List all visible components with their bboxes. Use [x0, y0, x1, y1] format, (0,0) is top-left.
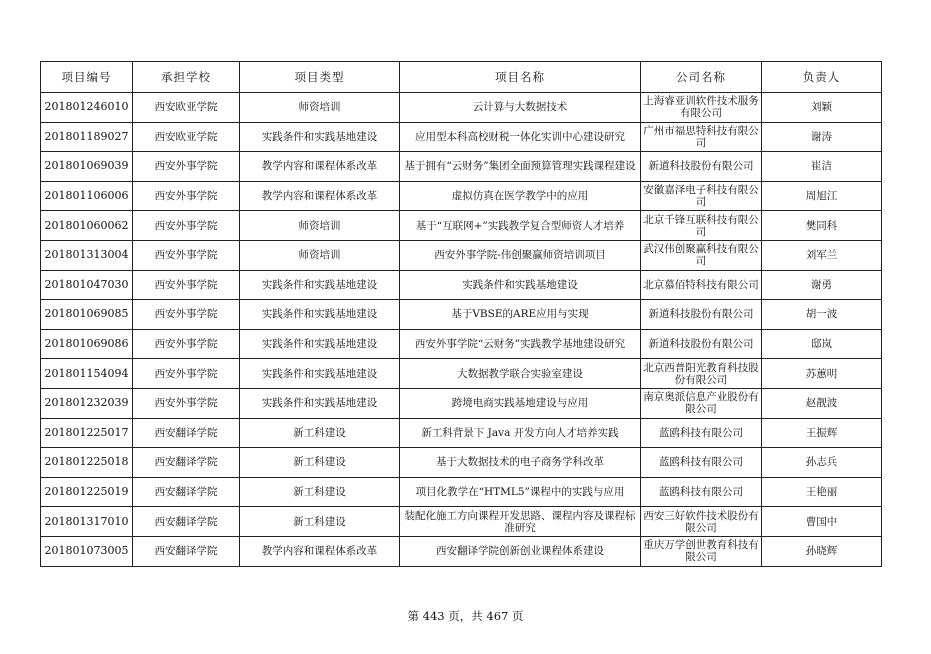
project-name-cell: 云计算与大数据技术 — [400, 93, 641, 123]
company-name-cell: 蓝鸥科技有限公司 — [641, 418, 762, 448]
person-cell: 刘军兰 — [762, 240, 882, 270]
project-name-cell: 大数据教学联合实验室建设 — [400, 359, 641, 389]
project-code-cell: 201801069039 — [41, 152, 133, 182]
project-name-cell: 应用型本科高校财税一体化实训中心建设研究 — [400, 122, 641, 152]
company-name-cell: 新道科技股份有限公司 — [641, 329, 762, 359]
project-name-cell: 基于大数据技术的电子商务学科改革 — [400, 448, 641, 478]
person-cell: 谢勇 — [762, 270, 882, 300]
company-name-cell: 北京西普阳光教育科技股份有限公司 — [641, 359, 762, 389]
project-code-cell: 201801225019 — [41, 477, 133, 507]
company-name-cell: 安徽嘉泽电子科技有限公司 — [641, 181, 762, 211]
project-code-cell: 201801225018 — [41, 448, 133, 478]
person-cell: 崔洁 — [762, 152, 882, 182]
company-name-cell: 武汉伟创聚赢科技有限公司 — [641, 240, 762, 270]
project-type-cell: 师资培训 — [240, 240, 400, 270]
table-row — [41, 448, 882, 478]
project-name-cell: 西安翻译学院创新创业课程体系建设 — [400, 536, 641, 566]
project-type-cell: 师资培训 — [240, 211, 400, 241]
table-row — [41, 536, 882, 566]
project-code-cell: 201801060062 — [41, 211, 133, 241]
project-table — [40, 61, 882, 567]
school-cell: 西安欧亚学院 — [133, 93, 240, 123]
school-cell: 西安外事学院 — [133, 181, 240, 211]
project-code-cell: 201801073005 — [41, 536, 133, 566]
project-code-cell: 201801225017 — [41, 418, 133, 448]
project-name-cell: 虚拟仿真在医学教学中的应用 — [400, 181, 641, 211]
project-code-cell: 201801189027 — [41, 122, 133, 152]
table-row — [41, 122, 882, 152]
page-number: 第 443 页，共 467 页 — [407, 609, 524, 623]
project-name-cell: 西安外事学院-伟创聚赢师资培训项目 — [400, 240, 641, 270]
company-name-cell: 北京慕佰特科技有限公司 — [641, 270, 762, 300]
company-name-cell: 重庆万学创世教育科技有限公司 — [641, 536, 762, 566]
school-cell: 西安翻译学院 — [133, 536, 240, 566]
company-name-cell: 蓝鸥科技有限公司 — [641, 448, 762, 478]
school-cell: 西安外事学院 — [133, 329, 240, 359]
school-cell: 西安欧亚学院 — [133, 122, 240, 152]
project-name-cell: 西安外事学院“云财务”实践教学基地建设研究 — [400, 329, 641, 359]
person-cell: 赵靓波 — [762, 388, 882, 418]
table-body — [41, 93, 882, 567]
header-project-code: 项目编号 — [41, 62, 133, 93]
project-name-cell: 新工科背景下 Java 开发方向人才培养实践 — [400, 418, 641, 448]
project-code-cell: 201801106006 — [41, 181, 133, 211]
company-name-cell: 南京奥派信息产业股份有限公司 — [641, 388, 762, 418]
project-name-cell: 项目化教学在“HTML5”课程中的实践与应用 — [400, 477, 641, 507]
person-cell: 樊同科 — [762, 211, 882, 241]
table-row — [41, 418, 882, 448]
project-code-cell: 201801047030 — [41, 270, 133, 300]
school-cell: 西安翻译学院 — [133, 477, 240, 507]
person-cell: 曹国中 — [762, 507, 882, 537]
project-type-cell: 实践条件和实践基地建设 — [240, 122, 400, 152]
company-name-cell: 广州市福思特科技有限公司 — [641, 122, 762, 152]
school-cell: 西安外事学院 — [133, 359, 240, 389]
table-row — [41, 300, 882, 330]
person-cell: 邸岚 — [762, 329, 882, 359]
company-name-cell: 上海睿亚训软件技术服务有限公司 — [641, 93, 762, 123]
project-type-cell: 教学内容和课程体系改革 — [240, 181, 400, 211]
project-name-cell: 装配化施工方向课程开发思路、课程内容及课程标准研究 — [400, 507, 641, 537]
table-row — [41, 388, 882, 418]
school-cell: 西安翻译学院 — [133, 448, 240, 478]
header-school: 承担学校 — [133, 62, 240, 93]
project-type-cell: 实践条件和实践基地建设 — [240, 270, 400, 300]
header-project-type: 项目类型 — [240, 62, 400, 93]
project-type-cell: 教学内容和课程体系改革 — [240, 536, 400, 566]
table-row — [41, 211, 882, 241]
company-name-cell: 西安三好软件技术股份有限公司 — [641, 507, 762, 537]
project-name-cell: 基于拥有“云财务”集团全面预算管理实践课程建设 — [400, 152, 641, 182]
project-type-cell: 新工科建设 — [240, 418, 400, 448]
header-company-name: 公司名称 — [641, 62, 762, 93]
table-row — [41, 181, 882, 211]
company-name-cell: 蓝鸥科技有限公司 — [641, 477, 762, 507]
table-row — [41, 477, 882, 507]
project-type-cell: 实践条件和实践基地建设 — [240, 300, 400, 330]
school-cell: 西安外事学院 — [133, 270, 240, 300]
school-cell: 西安外事学院 — [133, 211, 240, 241]
project-type-cell: 教学内容和课程体系改革 — [240, 152, 400, 182]
project-type-cell: 师资培训 — [240, 93, 400, 123]
project-type-cell: 实践条件和实践基地建设 — [240, 329, 400, 359]
table-row — [41, 240, 882, 270]
person-cell: 胡一波 — [762, 300, 882, 330]
person-cell: 孙晓辉 — [762, 536, 882, 566]
project-type-cell: 实践条件和实践基地建设 — [240, 359, 400, 389]
table-row — [41, 152, 882, 182]
table-row — [41, 359, 882, 389]
header-project-name: 项目名称 — [400, 62, 641, 93]
project-code-cell: 201801069086 — [41, 329, 133, 359]
project-code-cell: 201801246010 — [41, 93, 133, 123]
project-type-cell: 实践条件和实践基地建设 — [240, 388, 400, 418]
project-code-cell: 201801232039 — [41, 388, 133, 418]
company-name-cell: 新道科技股份有限公司 — [641, 152, 762, 182]
project-name-cell: 基于VBSE的ARE应用与实现 — [400, 300, 641, 330]
project-code-cell: 201801154094 — [41, 359, 133, 389]
table-row — [41, 93, 882, 123]
school-cell: 西安外事学院 — [133, 300, 240, 330]
project-code-cell: 201801069085 — [41, 300, 133, 330]
person-cell: 王振辉 — [762, 418, 882, 448]
person-cell: 孙志兵 — [762, 448, 882, 478]
table-row — [41, 329, 882, 359]
project-type-cell: 新工科建设 — [240, 477, 400, 507]
person-cell: 苏蕙明 — [762, 359, 882, 389]
school-cell: 西安翻译学院 — [133, 507, 240, 537]
person-cell: 刘颖 — [762, 93, 882, 123]
school-cell: 西安外事学院 — [133, 152, 240, 182]
table-header-row — [41, 62, 882, 93]
school-cell: 西安翻译学院 — [133, 418, 240, 448]
person-cell: 周旭江 — [762, 181, 882, 211]
project-type-cell: 新工科建设 — [240, 507, 400, 537]
person-cell: 谢涛 — [762, 122, 882, 152]
school-cell: 西安外事学院 — [133, 240, 240, 270]
table-row — [41, 270, 882, 300]
header-person-in-charge: 负责人 — [762, 62, 882, 93]
project-name-cell: 实践条件和实践基地建设 — [400, 270, 641, 300]
table-row — [41, 507, 882, 537]
project-type-cell: 新工科建设 — [240, 448, 400, 478]
person-cell: 王艳丽 — [762, 477, 882, 507]
project-name-cell: 基于“互联网+”实践教学复合型师资人才培养 — [400, 211, 641, 241]
school-cell: 西安外事学院 — [133, 388, 240, 418]
company-name-cell: 新道科技股份有限公司 — [641, 300, 762, 330]
project-code-cell: 201801313004 — [41, 240, 133, 270]
company-name-cell: 北京千锋互联科技有限公司 — [641, 211, 762, 241]
project-name-cell: 跨境电商实践基地建设与应用 — [400, 388, 641, 418]
project-code-cell: 201801317010 — [41, 507, 133, 537]
